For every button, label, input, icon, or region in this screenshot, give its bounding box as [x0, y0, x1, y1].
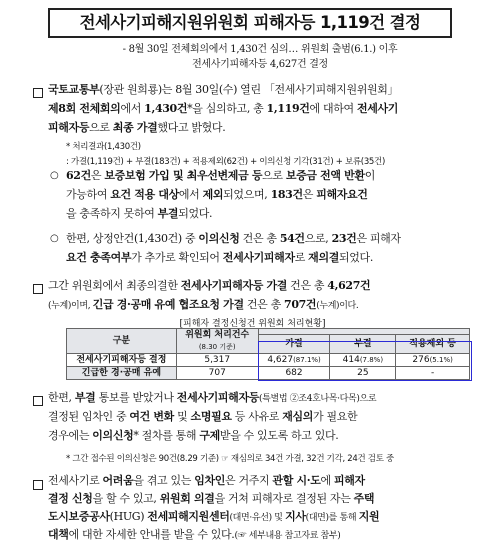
square-bullet-icon	[33, 88, 43, 98]
paragraph-6: 전세사기로 어려움을 겪고 있는 임차인은 거주지 관할 시·도에 피해자 결정 신청을 할 수 있고, 위원회 의결을 거쳐 피해자로 결정된 자는 주택 도시보증공사(HUG) 전세피해지원센터(대면·유선) 및 지사(대면)를 통해 지원 대책에 대한 자세한 안내를 받을 수 있다.(☞ 세부내용 참고자료 참부)	[48, 474, 380, 541]
paragraph-1: 국토교통부(장관 원희룡)는 8월 30일(수) 열린 「전세사기피해지원위원회」 제8회 전체회의에서 1,430건*을 심의하고, 총 1,119건에 대하여 전세사기 피해자등으로 최종 가결했다고 밝혔다.	[48, 83, 399, 134]
square-bullet-icon	[33, 480, 43, 490]
result-note-body: : 가결(1,119건) + 부결(183건) + 적용제외(62건) + 이의신청 기각(31건) + 보류(35건)	[66, 157, 385, 167]
result-note-title: * 처리결과(1,430건)	[66, 142, 141, 152]
square-bullet-icon	[33, 284, 43, 294]
circle-bullet-icon: ○	[50, 233, 59, 244]
paragraph-5: 한편, 부결 통보를 받았거나 전세사기피해자등(특별법 ②조4호나목·다목)으로 결정된 임차인 중 여건 변화 및 소명필요 등 사유로 재심의가 필요한 경우에는 이의신청* 절차를 통해 구제받을 수 있도록 하고 있다.	[48, 391, 377, 442]
appeal-note: * 그간 접수된 이의신청은 90건(8.29 기준) ☞ 재심의로 34건 가결, 32건 기각, 24건 검토 중	[66, 454, 394, 464]
page-title: 전세사기피해지원위원회 피해자등 1,119건 결정	[48, 8, 452, 38]
status-table	[66, 328, 470, 380]
ministry-name: 국토교통부	[48, 83, 100, 96]
header-reject: 부결	[330, 334, 396, 353]
table-row: 긴급한 경·공매 유예 707 682 25 -	[67, 367, 470, 380]
square-bullet-icon	[33, 396, 43, 406]
table-caption: [피해자 결정신청건 위원회 처리현황]	[179, 319, 326, 329]
header-excluded: 적용제외 등	[396, 334, 470, 353]
header-total: 위원회 처리건수 (8.30 기준)	[176, 329, 258, 354]
table-row: 전세사기피해자등 결정 5,317 4,627(87.1%) 414(7.8%) 276(5.1%)	[67, 354, 470, 367]
subtitle-line-1: - 8월 30일 전체회의에서 1,430건 심의… 위원회 출범(6.1.) 이후	[122, 44, 398, 55]
subtitle-line-2: 전세사기피해자등 4,627건 결정	[192, 59, 328, 70]
header-pass: 가결	[258, 334, 330, 353]
paragraph-3: 한편, 상정안건(1,430건) 중 이의신청 건은 총 54건으로, 23건은 피해자 요건 충족여부가 추가로 확인되어 전세사기피해자로 재의결되었다.	[66, 232, 401, 264]
paragraph-2: 62건은 보증보험 가입 및 최우선변제금 등으로 보증금 전액 반환이 가능하여 요건 적용 대상에서 제외되었으며, 183건은 피해자요건 을 충족하지 못하여 부결되었다.	[66, 169, 376, 220]
circle-bullet-icon: ○	[50, 170, 59, 181]
paragraph-4: 그간 위원회에서 최종의결한 전세사기피해자등 가결 건은 총 4,627건 (누계)이며, 긴급 경·공매 유예 협조요청 가결 건은 총 707건(누계)이다.	[48, 279, 371, 311]
header-category: 구분	[67, 329, 177, 354]
